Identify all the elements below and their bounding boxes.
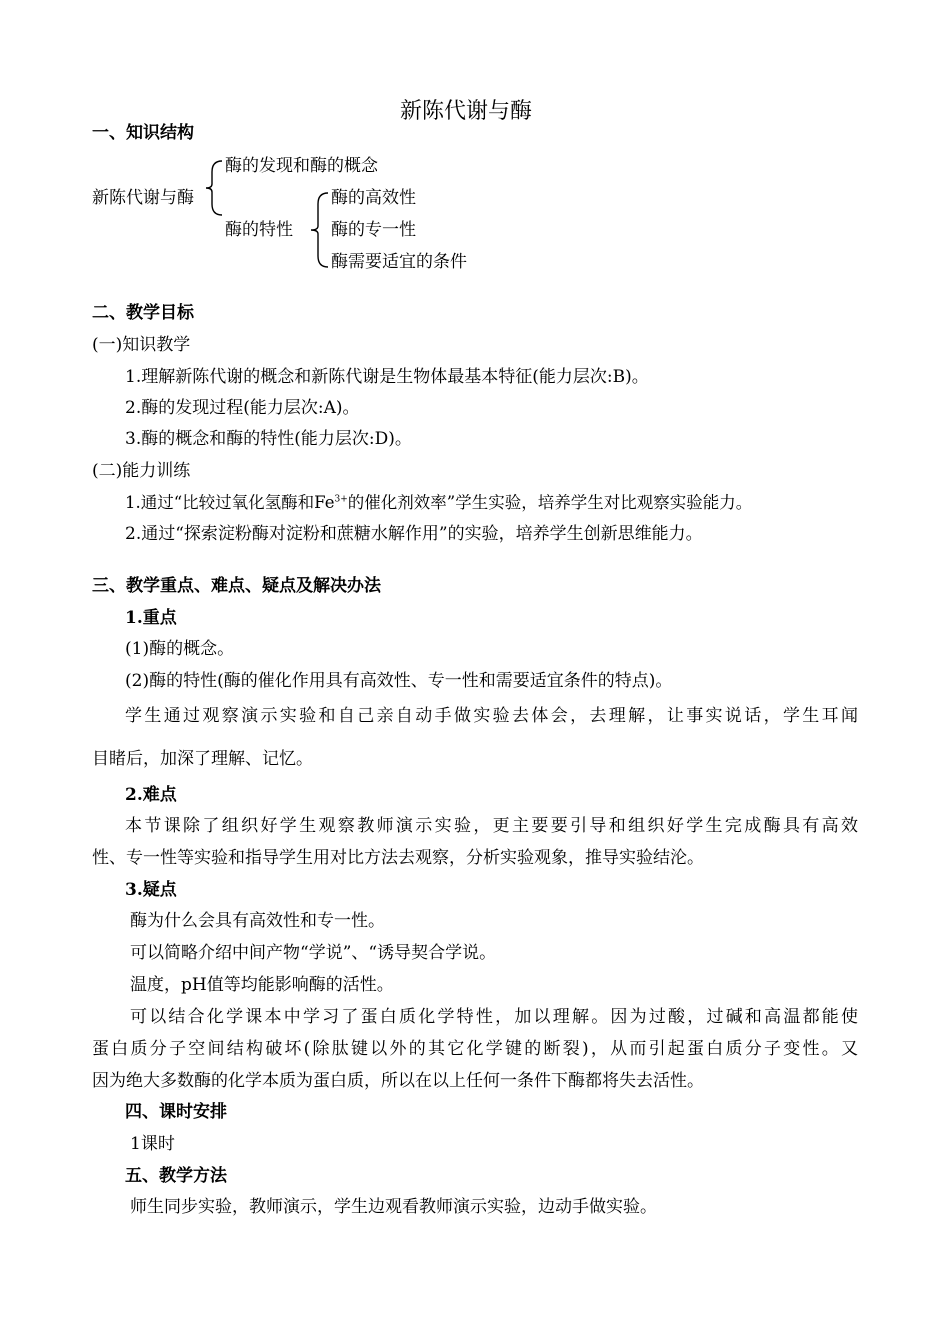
doubt-text: 温度，pH值等均能影响酶的活性。 xyxy=(130,975,394,995)
ability-item-pre: 1.通过“比较过氧化氢酶和Fe xyxy=(125,493,335,512)
keypoint-heading: 1.重点 xyxy=(125,608,177,628)
keypoint-text: (2)酶的特性(酶的催化作用具有高效性、专一性和需要适宜条件的特点)。 xyxy=(125,671,673,691)
doubt-paragraph-line: 因为绝大多数酶的化学本质为蛋白质，所以在以上任何一条件下酶都将失去活性。 xyxy=(92,1071,704,1091)
page-title: 新陈代谢与酶 xyxy=(400,99,533,124)
objective-item: 3.酶的概念和酶的特性(能力层次:D)。 xyxy=(125,429,412,449)
objectives-sub-ability: (二)能力训练 xyxy=(92,461,191,481)
keypoint-text: (1)酶的概念。 xyxy=(125,639,235,659)
doubt-paragraph-line: 可以结合化学课本中学习了蛋白质化学特性，加以理解。因为过酸，过碱和高温都能使 xyxy=(130,1007,858,1027)
structure-root: 新陈代谢与酶 xyxy=(92,188,194,208)
keypoint-paragraph-line: 目睹后，加深了理解、记忆。 xyxy=(92,749,313,769)
doubt-heading: 3.疑点 xyxy=(125,880,177,900)
structure-leaf-efficiency: 酶的高效性 xyxy=(331,188,416,208)
ability-item-post: 的催化剂效率”学生实验，培养学生对比观察实验能力。 xyxy=(347,493,753,512)
schedule-text: 1课时 xyxy=(130,1134,175,1154)
difficulty-paragraph-line: 本节课除了组织好学生观察教师演示实验，更主要要引导和组织好学生完成酶具有高效 xyxy=(125,816,858,836)
difficulty-heading: 2.难点 xyxy=(125,785,177,805)
objective-item: 1.理解新陈代谢的概念和新陈代谢是生物体最基本特征(能力层次:B)。 xyxy=(125,367,649,387)
ability-item: 2.通过“探索淀粉酶对淀粉和蔗糖水解作用”的实验，培养学生创新思维能力。 xyxy=(125,524,703,544)
objective-item: 2.酶的发现过程(能力层次:A)。 xyxy=(125,398,360,418)
doubt-paragraph-line: 蛋白质分子空间结构破坏(除肽键以外的其它化学键的断裂)，从而引起蛋白质分子变性。又 xyxy=(92,1039,858,1059)
structure-brace-properties xyxy=(306,190,334,270)
doubt-text: 可以简略介绍中间产物“学说”、“诱导契合学说。 xyxy=(130,943,497,963)
method-text: 师生同步实验，教师演示，学生边观看教师演示实验，边动手做实验。 xyxy=(130,1197,657,1217)
structure-leaf-conditions: 酶需要适宜的条件 xyxy=(331,252,467,272)
ability-item xyxy=(125,495,860,512)
objectives-sub-knowledge: (一)知识教学 xyxy=(92,335,191,355)
difficulty-paragraph-line: 性、专一性等实验和指导学生用对比方法去观察，分析实验观象，推导实验结沦。 xyxy=(92,848,704,868)
structure-leaf-specificity: 酶的专一性 xyxy=(331,220,416,240)
section-heading-structure: 一、知识结构 xyxy=(92,123,194,143)
section-heading-objectives: 二、教学目标 xyxy=(92,303,194,323)
superscript-charge: 3+ xyxy=(334,494,348,505)
structure-branch-properties: 酶的特性 xyxy=(225,220,293,240)
section-heading-method: 五、教学方法 xyxy=(125,1166,227,1186)
doubt-text: 酶为什么会具有高效性和专一性。 xyxy=(130,911,385,931)
keypoint-paragraph-line: 学生通过观察演示实验和自己亲自动手做实验去体会，去理解，让事实说话，学生耳闻 xyxy=(125,706,858,726)
section-heading-schedule: 四、课时安排 xyxy=(125,1102,227,1122)
structure-branch-discovery: 酶的发现和酶的概念 xyxy=(225,156,378,176)
section-heading-keypoints: 三、教学重点、难点、疑点及解决办法 xyxy=(92,576,381,596)
